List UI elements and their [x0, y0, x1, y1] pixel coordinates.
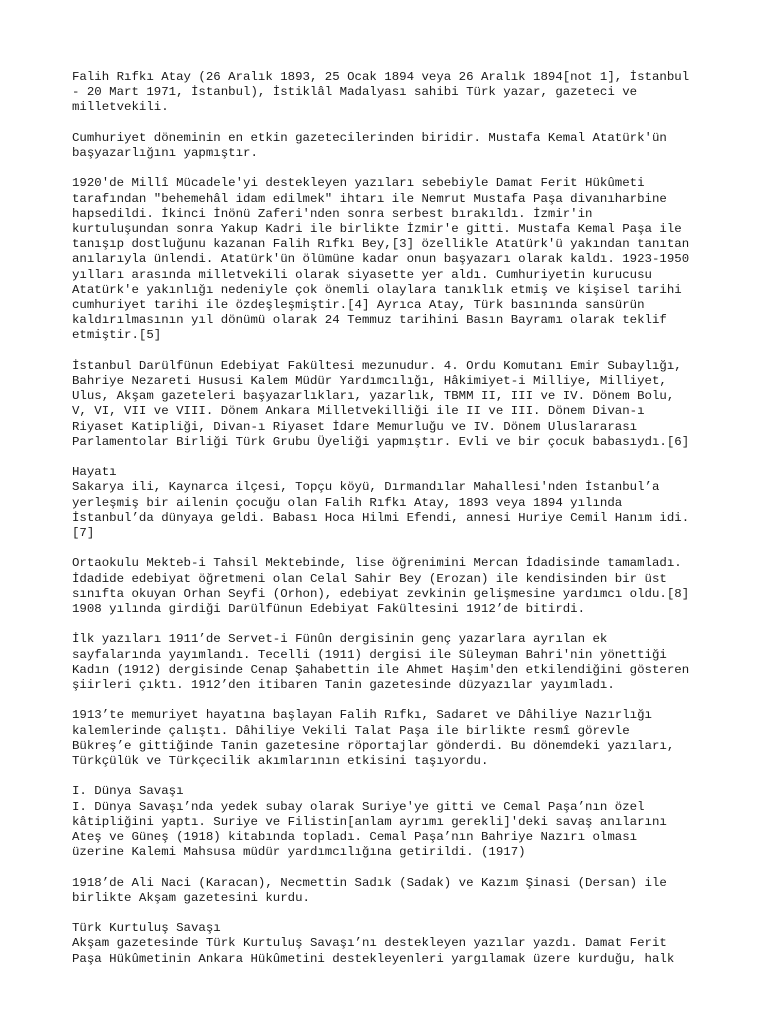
hayati-paragraph: İlk yazıları 1911’de Servet-i Fünûn dergisinin genç yazarlara ayrılan ek sayfalarında yayımlandı. Tecelli (1911) dergisi ile Süleyman Bahri'nin yönettiği Kadın (1912) dergisinde Cenap Şahabettin ile Ahmet Haşim'den etkilendiğini gösteren şiirleri çıktı. 1912’den itibaren Tanin gazetesinde düzyazılar yayımladı. — [72, 632, 690, 693]
section-heading-dunya-savasi: I. Dünya Savaşı — [72, 784, 184, 799]
career-paragraph: 1920'de Millî Mücadele'yi destekleyen yazıları sebebiyle Damat Ferit Hükûmeti tarafından "behemehâl idam edilmek" ihtarı ile Nemrut Mustafa Paşa divanıharbine hapsedildi. İkinci İnönü Zaferi'nden sonra serbest bırakıldı. İzmir'in kurtuluşundan sonra Yakup Kadri ile birlikte İzmir'e gitti. Mustafa Kemal Paşa ile tanışıp dostluğunu kazanan Falih Rıfkı Bey,[3] özellikle Atatürk'ü yakından tanıtan anılarıyla ünlendi. Atatürk'ün ölümüne kadar onun başyazarı olarak kaldı. 1923-1950 yılları arasında milletvekili olarak siyasette yer aldı. Cumhuriyetin kurucusu Atatürk'e yakınlığı nedeniyle çok önemli olaylara tanıklık etmiş ve kişisel tarihi cumhuriyet tarihi ile özdeşleşmiştir.[4] Ayrıca Atay, Türk basınında sansürün kaldırılmasının yıl dönümü olarak 24 Temmuz tarihini Basın Bayramı olarak teklif etmiştir.[5] — [72, 176, 690, 343]
section-heading-hayati: Hayatı — [72, 465, 117, 480]
intro-paragraph: Falih Rıfkı Atay (26 Aralık 1893, 25 Ocak 1894 veya 26 Aralık 1894[not 1], İstanbul - 20 Mart 1971, İstanbul), İstiklâl Madalyası sahibi Türk yazar, gazeteci ve milletvekili. — [72, 70, 690, 115]
dunya-savasi-paragraph: 1918’de Ali Naci (Karacan), Necmettin Sadık (Sadak) ve Kazım Şinasi (Dersan) ile birlikte Akşam gazetesini kurdu. — [72, 875, 667, 905]
kurtulus-savasi-paragraph: Akşam gazetesinde Türk Kurtuluş Savaşı’nı destekleyen yazılar yazdı. Damat Ferit Paşa Hükûmetinin Ankara Hükûmetini destekleyenleri yargılamak üzere kurduğu, halk — [72, 936, 675, 966]
document-page — [72, 70, 712, 967]
dunya-savasi-paragraph: I. Dünya Savaşı’nda yedek subay olarak Suriye'ye gitti ve Cemal Paşa’nın özel kâtipliğini yaptı. Suriye ve Filistin[anlam ayrımı gerekli]'deki savaş anılarını Ateş ve Güneş (1918) kitabında topladı. Cemal Paşa’nın Bahriye Nazırı olması üzerine Kalemi Mahsusa müdür yardımcılığına getirildi. (1917) — [72, 799, 667, 860]
education-paragraph: İstanbul Darülfünun Edebiyat Fakültesi mezunudur. 4. Ordu Komutanı Emir Subaylığı, Bahriye Nezareti Hususi Kalem Müdür Yardımcılığı, Hâkimiyet-i Milliye, Milliyet, Ulus, Akşam gazeteleri başyazarlıkları, yazarlık, TBMM II, III ve IV. Dönem Bolu, V, VI, VII ve VIII. Dönem Ankara Milletvekilliği ile II ve III. Dönem Divan-ı Riyaset Katipliği, Divan-ı Riyaset İdare Memurluğu ve IV. Dönem Uluslararası Parlamentolar Birliği Türk Grubu Üyeliği yapmıştır. Evli ve bir çocuk babasıydı.[6] — [72, 358, 690, 449]
hayati-paragraph: Ortaokulu Mekteb-i Tahsil Mektebinde, lise öğrenimini Mercan İdadisinde tamamladı. İdadide edebiyat öğretmeni olan Celal Sahir Bey (Erozan) ile kendisinden bir üst sınıfta okuyan Orhan Seyfi (Orhon), edebiyat zevkinin gelişmesine yardımcı oldu.[8] 1908 yılında girdiği Darülfünun Edebiyat Fakültesini 1912’de bitirdi. — [72, 556, 690, 617]
summary-paragraph: Cumhuriyet döneminin en etkin gazetecilerinden biridir. Mustafa Kemal Atatürk'ün başyazarlığını yapmıştır. — [72, 130, 667, 160]
hayati-paragraph: 1913’te memuriyet hayatına başlayan Falih Rıfkı, Sadaret ve Dâhiliye Nazırlığı kalemlerinde çalıştı. Dâhiliye Vekili Talat Paşa ile birlikte resmî görevle Bükreş’e gittiğinde Tanin gazetesine röportajlar gönderdi. Bu dönemdeki yazıları, Türkçülük ve Türkçecilik akımlarının etkisini taşıyordu. — [72, 708, 675, 769]
hayati-paragraph: Sakarya ili, Kaynarca ilçesi, Topçu köyü, Dırmandılar Mahallesi'nden İstanbul’a yerleşmiş bir ailenin çocuğu olan Falih Rıfkı Atay, 1893 veya 1894 yılında İstanbul’da dünyaya geldi. Babası Hoca Hilmi Efendi, annesi Huriye Cemil Hanım idi. [7] — [72, 480, 690, 541]
section-heading-kurtulus-savasi: Türk Kurtuluş Savaşı — [72, 921, 221, 936]
